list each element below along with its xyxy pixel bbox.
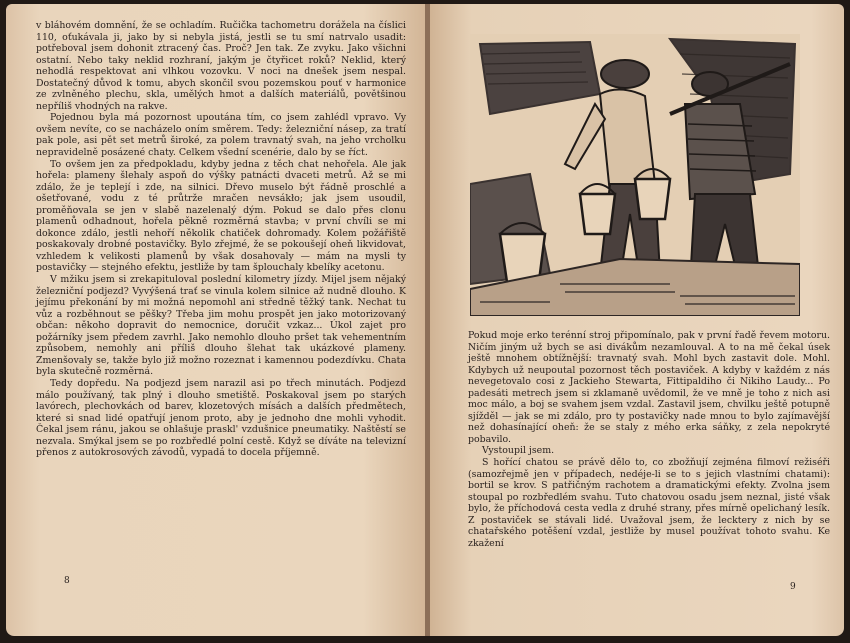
paragraph: S hořící chatou se právě dělo to, co zbožňují zejména filmoví režiséři (samozřejmě jen v případech, nedéje-li se to s jejich vlastními chatami): bortil se krov. S patřičným rachotem a dramatickými efekty. Zvolna jsem stoupal po rozbředlém svahu. Tuto chatovou osadu jsem neznal, jisté však bylo, že příchodová cesta vedla z druhé strany, přes mírně opelichaný lesík. Z postaviček se stávali lidé. Uvažoval jsem, že lecktery z nich by se chatařského potěšení vzdal, jestliže by musel používat tohoto svahu. Ke zkažení: [468, 457, 830, 549]
paragraph: To ovšem jen za předpokladu, kdyby jedna z těch chat nehořela. Ale jak hořela: plameny šlehaly aspoň do výšky patnácti dvaceti metrů. Až se mi zdálo, že je teplejí i zde, na silnici. Dřevo muselo být řádně proschlé a ošetřované, vodu z té průtrže mračen nevsákło; jak jsem usoudil, proměňovala se jen v slabě nazelenalý dým. Pokud se dalo přes clonu plamenů odhadnout, hořela pěkně rozměrná stavba; v první chvíli se mi dokonce zdálo, jestli nehoří několik chatiček dohromady. Kolem požářiště poskakovaly drobné postavičky. Bylo zřejmé, že se pokoušejí oheň likvidovat, vzhledem k velikosti plamenů by však dosahovaly — mám na mysli ty postavičky — stejného efektu, jestliže by tam šplouchaly kbelíky acetonu.: [36, 158, 406, 274]
left-page: [6, 4, 426, 636]
right-page: [430, 4, 844, 636]
paragraph: Pojednou byla má pozornost upoutána tím, co jsem zahlédl vpravo. Vy ovšem nevíte, co se nacházelo oním směrem. Tedy: železniční násep, za tratí pak pole, asi pět set metrů široké, za polem travnatý svah, na jeho vrcholku nepravidelně posázené chaty. Celkem všední scenérie, dalo by se říct.: [36, 112, 406, 159]
paragraph: Vystoupil jsem.: [482, 445, 555, 457]
page-number: 8: [64, 576, 70, 586]
paragraph: Pokud moje erko terénní stroj připomínalo, pak v první řadě řevem motoru. Ničím jiným už bych se asi divákům nezamlouval. A to na mě čekal úsek ještě mnohem obtížnější: travnatý svah. Mohl bych zastavit dole. Mohl. Kdybych už neupoutal pozornost těch postaviček. A kdyby v každém z nás nevegetovalo cosi z Jackieho Stewarta, Fittipaldiho či Nikiho Laudy... Po padesáti metrech jsem si zklamaně uvědomil, že ve mně je toho z nich asi moc málo, a boj se svahem jsem vzdal. Zastavil jsem, chvilku ještě potupně sjížděl — jak se mi zdálo, pro ty postavičky nade mnou to bylo zajímavější než dohasínající oheň: že se staly z mého erka sáňky, z zela nepokryté pobavilo.: [468, 330, 830, 445]
paragraph: Tedy dopředu. Na podjezd jsem narazil asi po třech minutách. Podjezd málo používaný, tak plný i dlouho smetiště. Poskakoval jsem po starých lavórech, plechovkách od barev, klozetových mísách a dalších předmětech, které si snad lidé opatřují jenom proto, aby je jednoho dne mohli vyhodit. Čekal jsem ránu, jakou se ohlašuje praskl' vzdušnice pneumatiky. Naštěstí se nezvala. Smýkal jsem se po rozbředlé polní cestě. Když se díváte na televizní přenos z autokrosových závodů, vypadá to docela příjemně.: [36, 377, 406, 459]
paragraph: V mžiku jsem si zrekapituloval poslední kilometry jízdy. Mijel jsem nějaký železniční podjezd? Vyvýšená trať se vinula kolem silnice až nudně dlouho. K jejímu překonání by mi možná nepomohl ani středně těžký tank. Nechat tu vůz a rozběhnout se pěšky? Třeba jim mohu prospět jen jako motorizovaný občan: někoho dopravit do nemocnice, doručit vzkaz... Úkol zajet pro požárníky jsem předem zavrhl. Jako nemohlo dlouho pršet tak vehementním způsobem, nemohly ani příliš dlouho šlehat tak ukázkové plameny. Zmenšovaly se, takže bylo již možno rozeznat i kamennou podezdívku. Chata byla skutečně rozměrná.: [36, 274, 406, 378]
woodcut-illustration-icon: [470, 34, 800, 316]
right-page-text: [468, 330, 830, 549]
page-number: 9: [790, 582, 796, 592]
left-page-text: [36, 20, 406, 459]
paragraph: v bláhovém domnění, že se ochladím. Ručička tachometru doráželа na číslici 110, oťukávala ji, jako by si nebyla jistá, jestli se tu smí natrvalo usadit: potřeboval jsem dohonit ztracený čas. Proč? Jen tak. Ze zvyku. Jako všichni ostatní. Nebo taky neklid rozhraní, jakým je čtyřicet roků? Neklid, který nehodlá respektovat ani vlhkou vozovku. V noci na dnešek jsem nespal. Dostatečný důvod k tomu, abych skončil svou pozemskou pouť v harmonice ze zvlněného plechu, skla, umělých hmot a dalších materiálů, povětšinou nepříliš vhodných na rakve.: [36, 20, 406, 112]
